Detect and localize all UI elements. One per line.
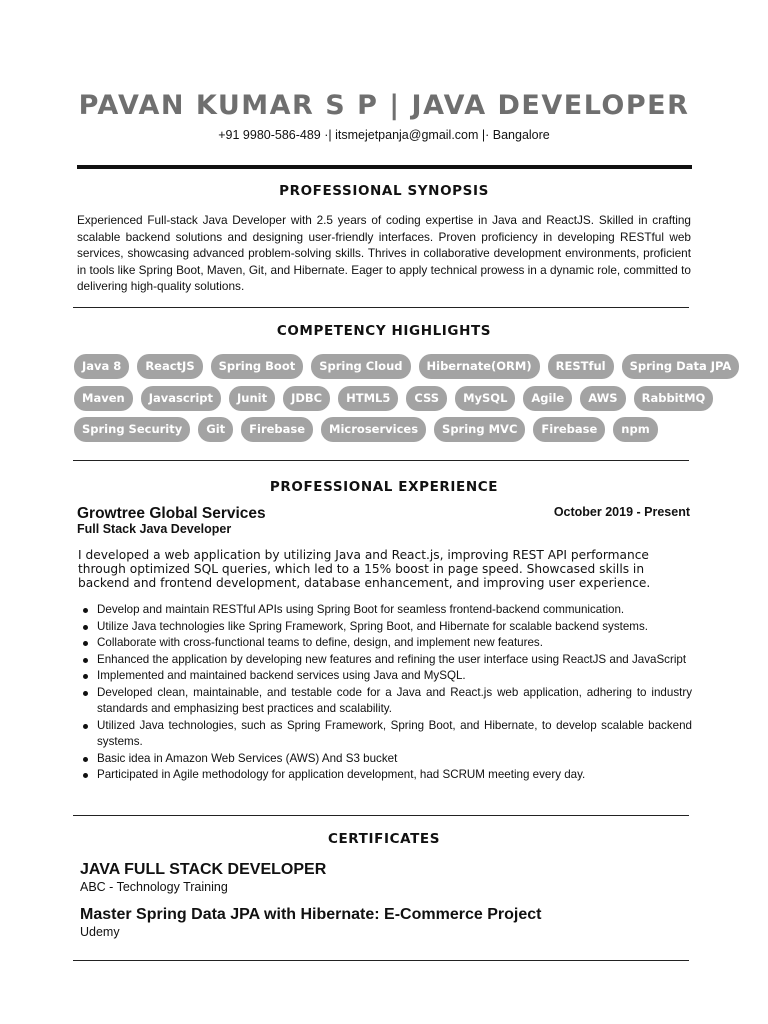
bullet-text: Develop and maintain RESTful APIs using Spring Boot for seamless frontend-backend communication. xyxy=(97,603,625,616)
experience-heading: PROFESSIONAL EXPERIENCE xyxy=(269,479,499,495)
bullet-text: Enhanced the application by developing new features and refining the user interface using ReactJS and JavaScript xyxy=(97,652,687,666)
bullet-text: Participated in Agile methodology for application development, had SCRUM meeting every day. xyxy=(97,768,586,781)
skill-chip: Spring MVC xyxy=(434,417,525,442)
skill-chip: Git xyxy=(198,417,233,442)
bullet-icon xyxy=(83,773,88,778)
section-divider xyxy=(73,815,689,816)
skill-chip: Maven xyxy=(74,386,133,411)
skill-chip: Junit xyxy=(229,386,275,411)
skill-chip: RabbitMQ xyxy=(634,386,714,411)
skill-chip: HTML5 xyxy=(338,386,398,411)
experience-summary: I developed a web application by utilizing Java and React.js, improving REST API performance through optimized SQL queries, which led to a 15% boost in page speed. Showcased skills in backend and frontend development, database enhancement, and improving user experience. xyxy=(78,548,651,590)
bullet-icon xyxy=(83,608,88,613)
bullet-text: Implemented and maintained backend services using Java and MySQL. xyxy=(97,669,466,682)
bullet-text: Collaborate with cross-functional teams to define, design, and implement new features. xyxy=(97,636,543,649)
skill-chip: Spring Security xyxy=(74,417,190,442)
header-divider xyxy=(77,165,692,169)
skill-chip: Agile xyxy=(523,386,572,411)
synopsis-text: Experienced Full-stack Java Developer with 2.5 years of coding expertise in Java and ReactJS. Skilled in crafting scalable backend solutions and designing user-friendly interfaces. Proven proficiency in developing RESTful web services, showcasing advanced problem-solving skills. Thrives in collaborative development environments, proficient in tools like Spring Boot, Maven, Git, and Hibernate. Eager to apply technical prowess in a dynamic role, committed to delivering high-quality solutions. xyxy=(77,213,691,294)
competency-heading: COMPETENCY HIGHLIGHTS xyxy=(276,323,492,339)
skill-chip: Javascript xyxy=(141,386,221,411)
skill-chip: Spring Cloud xyxy=(311,354,410,379)
skill-chip: Java 8 xyxy=(74,354,129,379)
company-name: Growtree Global Services xyxy=(77,505,266,522)
list-item xyxy=(78,751,692,768)
bullet-icon xyxy=(83,658,88,663)
employment-dates: October 2019 - Present xyxy=(553,505,690,519)
skill-chip: CSS xyxy=(406,386,447,411)
skill-chip: AWS xyxy=(580,386,625,411)
list-item xyxy=(78,652,692,669)
skill-chip: ReactJS xyxy=(137,354,202,379)
bullet-text: Utilize Java technologies like Spring Framework, Spring Boot, and Hibernate for scalable backend systems. xyxy=(97,619,648,633)
skill-chip: Firebase xyxy=(241,417,313,442)
bullet-text: Basic idea in Amazon Web Services (AWS) And S3 bucket xyxy=(97,751,398,765)
list-item xyxy=(78,685,692,718)
list-item xyxy=(78,602,692,619)
contact-line: +91 9980-586-489 ·| itsmejetpanja@gmail.com |· Bangalore xyxy=(218,128,550,142)
skill-chip: MySQL xyxy=(455,386,515,411)
skill-chip: JDBC xyxy=(283,386,330,411)
synopsis-heading: PROFESSIONAL SYNOPSIS xyxy=(279,183,489,199)
skill-chip: RESTful xyxy=(548,354,614,379)
certificate-name: Master Spring Data JPA with Hibernate: E-Commerce Project xyxy=(80,906,542,923)
bullet-text: Developed clean, maintainable, and testable code for a Java and React.js web application, adhering to industry standards and emphasizing best practices and scalability. xyxy=(97,685,692,715)
bullet-icon xyxy=(83,691,88,696)
bullet-icon xyxy=(83,757,88,762)
skill-chip-row xyxy=(74,386,706,411)
bullet-icon xyxy=(83,641,88,646)
list-item xyxy=(78,767,692,784)
list-item xyxy=(78,619,692,636)
skill-chip: Spring Data JPA xyxy=(622,354,740,379)
skill-chip: Microservices xyxy=(321,417,426,442)
skill-chip: Firebase xyxy=(533,417,605,442)
candidate-name-title: PAVAN KUMAR S P | JAVA DEVELOPER xyxy=(78,90,690,121)
list-item xyxy=(78,635,692,652)
certificates-heading: CERTIFICATES xyxy=(327,831,441,847)
experience-bullet-list xyxy=(78,602,692,784)
section-divider xyxy=(73,307,689,308)
skill-chip-row xyxy=(74,417,694,442)
certificate-issuer: Udemy xyxy=(80,925,120,939)
skill-chip-row xyxy=(74,354,732,379)
section-divider xyxy=(73,960,689,961)
section-divider xyxy=(73,460,689,461)
certificate-name: JAVA FULL STACK DEVELOPER xyxy=(80,861,327,878)
bullet-icon xyxy=(83,625,88,630)
skill-chip: Hibernate(ORM) xyxy=(419,354,540,379)
skill-chip: Spring Boot xyxy=(211,354,304,379)
certificate-issuer: ABC - Technology Training xyxy=(80,880,228,894)
list-item xyxy=(78,668,692,685)
job-title: Full Stack Java Developer xyxy=(77,522,232,536)
skill-chip: npm xyxy=(613,417,657,442)
bullet-icon xyxy=(83,674,88,679)
bullet-icon xyxy=(83,724,88,729)
list-item xyxy=(78,718,692,751)
bullet-text: Utilized Java technologies, such as Spring Framework, Spring Boot, and Hibernate, to develop scalable backend systems. xyxy=(97,718,692,748)
